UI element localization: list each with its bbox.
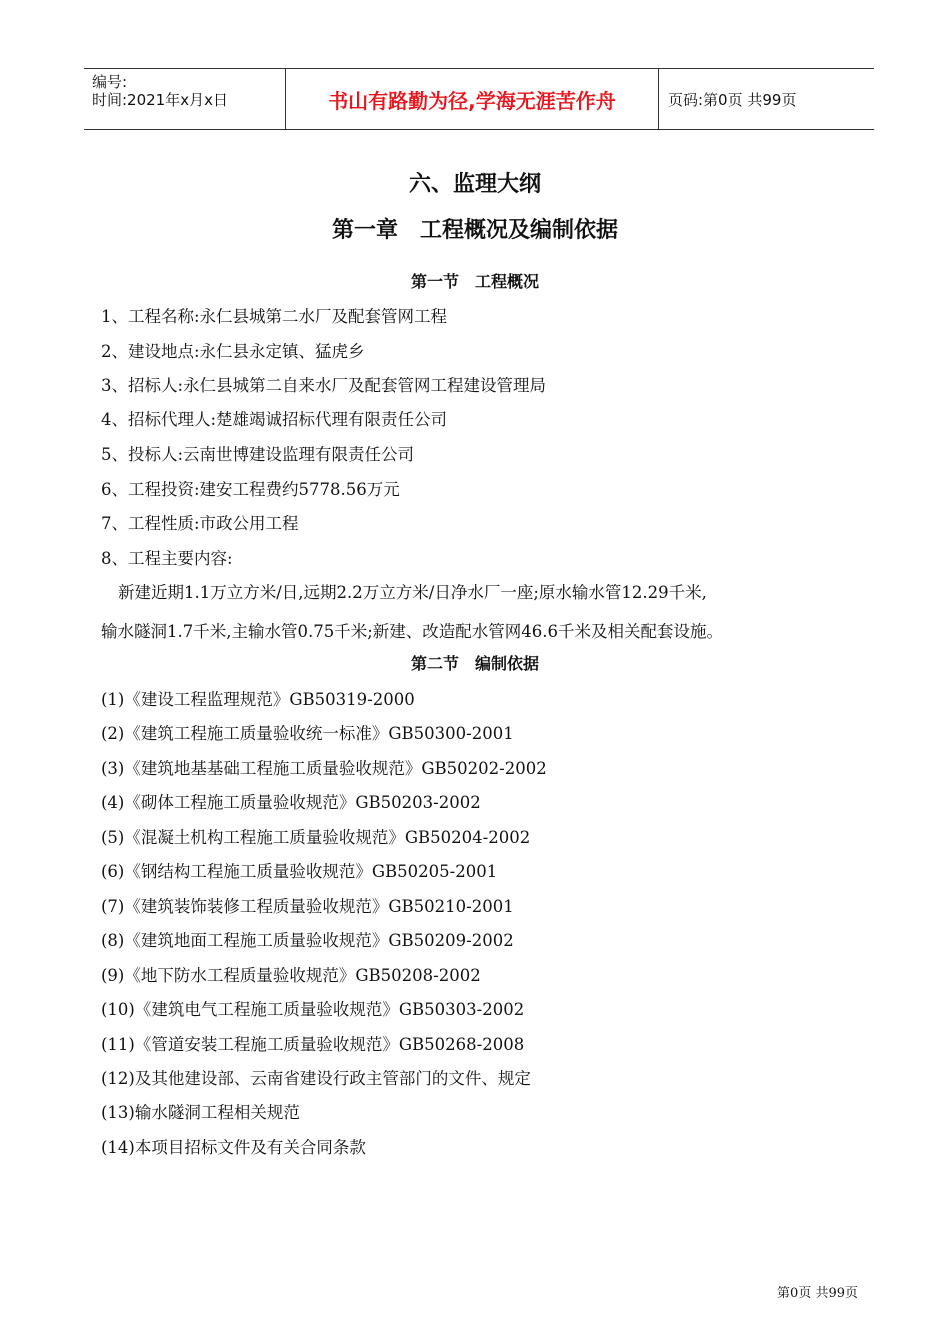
page-header <box>84 68 874 130</box>
basis-item: (14)本项目招标文件及有关合同条款 <box>101 1138 366 1157</box>
list-item: 7、工程性质:市政公用工程 <box>101 514 299 533</box>
list-item: 3、招标人:永仁县城第二自来水厂及配套管网工程建设管理局 <box>101 376 547 395</box>
list-item: 2、建设地点:永仁县永定镇、猛虎乡 <box>101 342 365 361</box>
list-item: 6、工程投资:建安工程费约5778.56万元 <box>101 480 400 499</box>
basis-item: (6)《钢结构工程施工质量验收规范》GB50205-2001 <box>101 862 498 881</box>
section-title-basis: 第二节 编制依据 <box>410 654 539 673</box>
header-page-info: 页码:第0页 共99页 <box>668 90 797 109</box>
content-paragraph-line: 新建近期1.1万立方米/日,远期2.2万立方米/日净水厂一座;原水输水管12.29千米, <box>118 583 707 602</box>
basis-item: (8)《建筑地面工程施工质量验收规范》GB50209-2002 <box>101 931 514 950</box>
basis-item: (12)及其他建设部、云南省建设行政主管部门的文件、规定 <box>101 1069 531 1088</box>
content-paragraph-line: 输水隧洞1.7千米,主输水管0.75千米;新建、改造配水管网46.6千米及相关配套设施。 <box>101 622 724 641</box>
basis-item: (7)《建筑装饰装修工程质量验收规范》GB50210-2001 <box>101 897 514 916</box>
time-label: 时间:2021年x月x日 <box>92 91 228 109</box>
basis-item: (13)输水隧洞工程相关规范 <box>101 1103 300 1122</box>
section-title-overview: 第一节 工程概况 <box>410 272 539 291</box>
chapter-title: 第一章 工程概况及编制依据 <box>331 218 618 243</box>
basis-item: (3)《建筑地基基础工程施工质量验收规范》GB50202-2002 <box>101 759 547 778</box>
number-label: 编号: <box>92 73 128 91</box>
page-footer: 第0页 共99页 <box>777 1286 858 1301</box>
basis-item: (5)《混凝土机构工程施工质量验收规范》GB50204-2002 <box>101 828 531 847</box>
basis-item: (1)《建设工程监理规范》GB50319-2000 <box>101 690 415 709</box>
basis-item: (10)《建筑电气工程施工质量验收规范》GB50303-2002 <box>101 1000 525 1019</box>
basis-item: (4)《砌体工程施工质量验收规范》GB50203-2002 <box>101 793 481 812</box>
header-motto: 书山有路勤为径,学海无涯苦作舟 <box>286 69 659 129</box>
list-item: 1、工程名称:永仁县城第二水厂及配套管网工程 <box>101 307 448 326</box>
basis-item: (2)《建筑工程施工质量验收统一标准》GB50300-2001 <box>101 724 514 743</box>
list-item: 5、投标人:云南世博建设监理有限责任公司 <box>101 445 415 464</box>
list-item: 8、工程主要内容: <box>101 549 233 568</box>
header-meta-cell <box>84 69 286 129</box>
basis-item: (9)《地下防水工程质量验收规范》GB50208-2002 <box>101 966 481 985</box>
document-title: 六、监理大纲 <box>408 172 541 197</box>
list-item: 4、招标代理人:楚雄竭诚招标代理有限责任公司 <box>101 410 448 429</box>
basis-item: (11)《管道安装工程施工质量验收规范》GB50268-2008 <box>101 1035 525 1054</box>
